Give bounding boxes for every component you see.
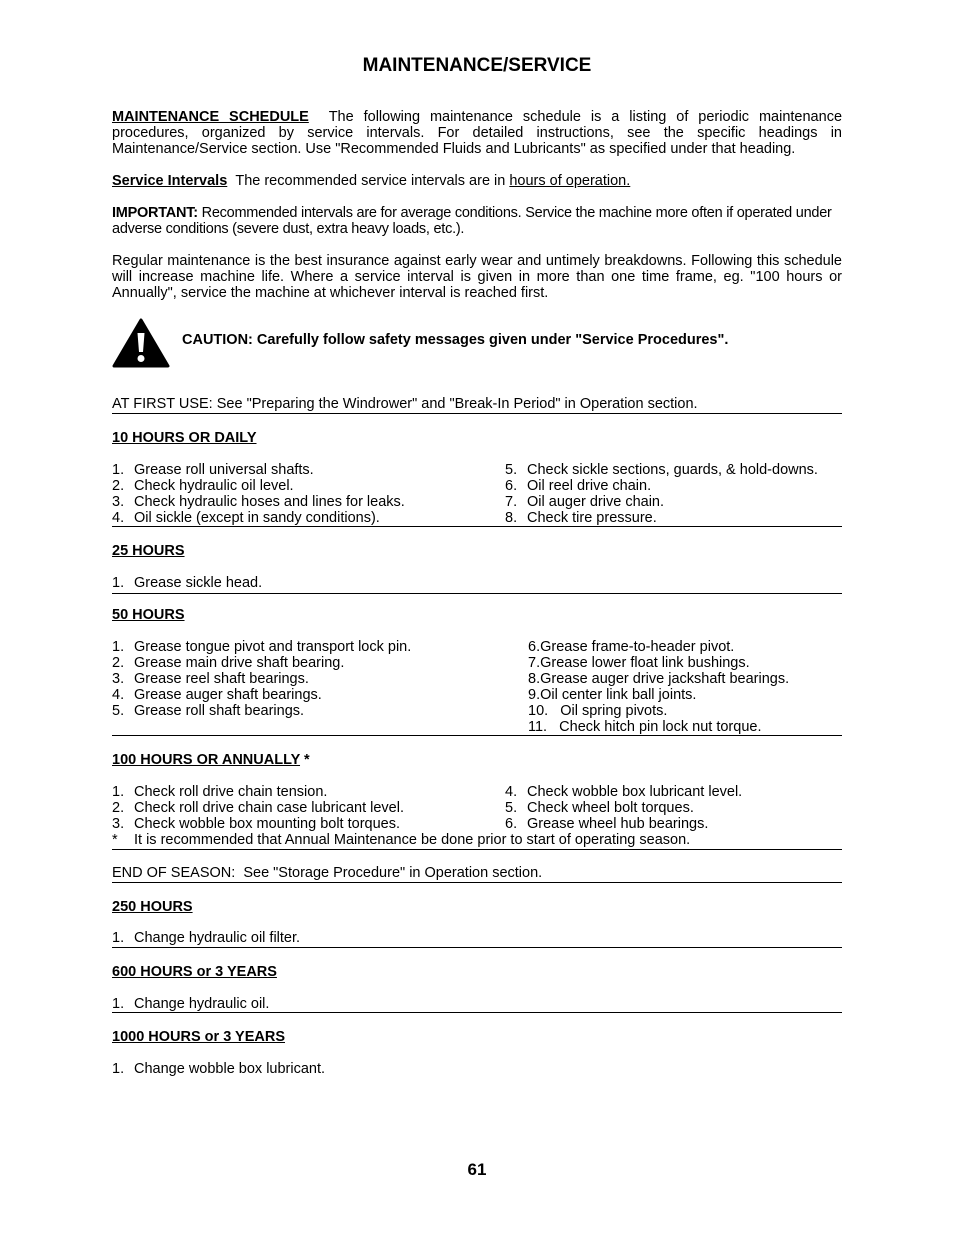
warning-triangle-icon: [112, 318, 170, 368]
list-item: 4. Oil sickle (except in sandy conditions).: [112, 510, 380, 526]
list-50-right: [528, 639, 789, 735]
list-item: 5. Grease roll shaft bearings.: [112, 703, 305, 719]
list-item: 3. Check wobble box mounting bolt torques.: [112, 816, 400, 832]
heading-25-hours: 25 HOURS: [112, 543, 185, 559]
list-item: 1. Grease roll universal shafts.: [112, 462, 314, 478]
list-50-left: [112, 639, 411, 719]
divider: [112, 849, 842, 850]
heading-600-hours: 600 HOURS or 3 YEARS: [112, 964, 277, 980]
list-item: 6. Oil reel drive chain.: [505, 478, 652, 494]
list-item: 1. Check roll drive chain tension.: [112, 784, 328, 800]
list-item: 1. Grease tongue pivot and transport lock pin.: [112, 639, 412, 655]
regular-paragraph: Regular maintenance is the best insurance against early wear and untimely breakdowns. Following this schedule will increase machine life. Where a service interval is given in more than one time frame, eg. "100 hours or Annually", service the machine at whichever interval is reached first.: [112, 253, 842, 301]
intervals-label: Service Intervals: [112, 173, 228, 189]
heading-1000-hours: 1000 HOURS or 3 YEARS: [112, 1029, 285, 1045]
heading-100-asterisk: *: [300, 752, 310, 768]
list-item: 8.Grease auger drive jackshaft bearings.: [528, 671, 790, 687]
divider: [112, 947, 842, 948]
divider: [112, 1012, 842, 1013]
list-10-right: [505, 462, 818, 526]
list-item: 2. Check hydraulic oil level.: [112, 478, 294, 494]
end-season-text: END OF SEASON: See "Storage Procedure" in Operation section.: [112, 865, 543, 881]
page-number: 61: [467, 1160, 487, 1179]
heading-100-hours: 100 HOURS OR ANNUALLY: [112, 752, 301, 768]
intervals-underlined: hours of operation.: [509, 173, 631, 189]
list-item: 2. Grease main drive shaft bearing.: [112, 655, 345, 671]
list-100-right: [505, 784, 742, 832]
divider: [112, 413, 842, 414]
list-10-left: [112, 462, 405, 526]
schedule-label: MAINTENANCE SCHEDULE: [112, 109, 309, 125]
heading-10-hours: 10 HOURS OR DAILY: [112, 430, 257, 446]
heading-100-hours-wrap: [112, 752, 310, 768]
schedule-paragraph: [112, 109, 842, 157]
intervals-paragraph: [112, 173, 842, 189]
important-text: Recommended intervals are for average conditions. Service the machine more often if operated under adverse conditions (severe dust, extra heavy loads, etc.).: [112, 205, 832, 237]
list-item: 1. Change hydraulic oil filter.: [112, 930, 301, 946]
footnote: * It is recommended that Annual Maintenance be done prior to start of operating season.: [112, 832, 691, 848]
caution-text: CAUTION: Carefully follow safety messages given under "Service Procedures".: [182, 332, 729, 348]
list-item: 10. Oil spring pivots.: [528, 703, 668, 719]
divider: [112, 526, 842, 527]
intervals-text: The recommended service intervals are in: [235, 173, 506, 189]
list-item: 7.Grease lower float link bushings.: [528, 655, 750, 671]
list-item: 1. Change hydraulic oil.: [112, 996, 270, 1012]
divider: [112, 882, 842, 883]
list-item: 7. Oil auger drive chain.: [505, 494, 665, 510]
list-item: 6. Grease wheel hub bearings.: [505, 816, 709, 832]
list-item: 9.Oil center link ball joints.: [528, 687, 697, 703]
list-item: 5. Check sickle sections, guards, & hold-downs.: [505, 462, 818, 478]
divider: [112, 593, 842, 594]
list-item: 8. Check tire pressure.: [505, 510, 657, 526]
schedule-text: The following maintenance schedule is a listing of periodic maintenance procedures, organized by service intervals. For detailed instructions, see the specific headings in Maintenance/Service section. Use "Recommended Fluids and Lubricants" as specified under that heading.: [112, 109, 843, 157]
list-item: 11. Check hitch pin lock nut torque.: [528, 719, 762, 735]
list-item: 2. Check roll drive chain case lubricant level.: [112, 800, 404, 816]
divider: [112, 735, 842, 736]
list-item: 6.Grease frame-to-header pivot.: [528, 639, 735, 655]
heading-50-hours: 50 HOURS: [112, 607, 185, 623]
list-item: 3. Check hydraulic hoses and lines for leaks.: [112, 494, 405, 510]
list-item: 4. Grease auger shaft bearings.: [112, 687, 322, 703]
important-paragraph: [112, 205, 842, 237]
important-label: IMPORTANT:: [112, 205, 198, 221]
page-title: MAINTENANCE/SERVICE: [362, 55, 592, 76]
first-use-text: AT FIRST USE: See "Preparing the Windrower" and "Break-In Period" in Operation section.: [112, 396, 698, 412]
list-item: 5. Check wheel bolt torques.: [505, 800, 694, 816]
list-item: 3. Grease reel shaft bearings.: [112, 671, 309, 687]
list-item: 1. Grease sickle head.: [112, 575, 263, 591]
list-item: 4. Check wobble box lubricant level.: [505, 784, 743, 800]
heading-250-hours: 250 HOURS: [112, 899, 193, 915]
list-item: 1. Change wobble box lubricant.: [112, 1061, 326, 1077]
